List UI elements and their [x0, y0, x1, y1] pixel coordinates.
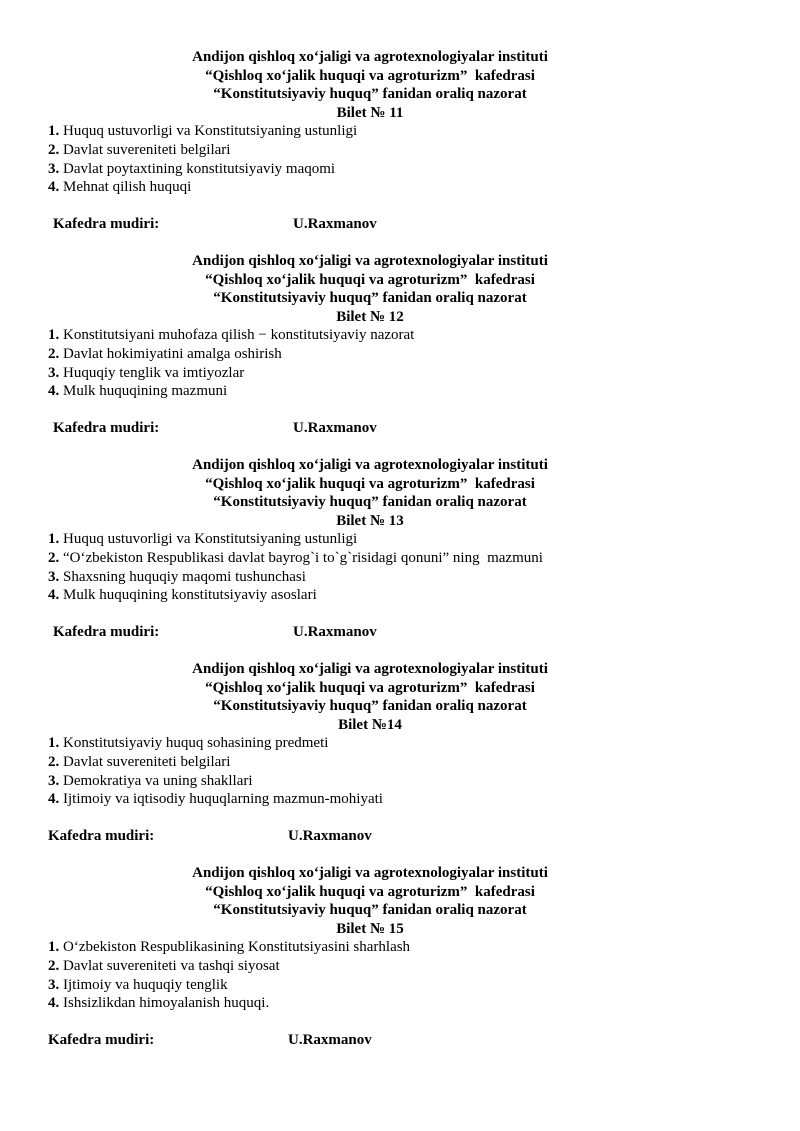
question-number: 1. — [48, 531, 60, 548]
question-text: Davlat hokimiyatini amalga oshirish — [59, 345, 282, 362]
question-number: 1. — [48, 939, 60, 956]
question-item — [48, 141, 752, 160]
question-number: 3. — [48, 976, 60, 993]
question-item — [48, 586, 752, 605]
question-item — [48, 753, 752, 772]
ticket-block — [48, 48, 752, 234]
question-text: Konstitutsiyaviy huquq sohasining predmeti — [59, 735, 329, 752]
ticket-number: Bilet № 15 — [336, 920, 404, 937]
signature-line — [53, 623, 752, 642]
question-number: 4. — [48, 587, 60, 604]
question-item — [48, 160, 752, 179]
exam-title: “Konstitutsiyaviy huquq” fanidan oraliq nazorat — [213, 86, 527, 103]
institute-title: Andijon qishloq xo‘jaligi va agrotexnologiyalar instituti — [192, 865, 548, 881]
question-text: Ijtimoiy va iqtisodiy huquqlarning mazmun-mohiyati — [59, 791, 383, 808]
department-title: “Qishloq xo‘jalik huquqi va agroturizm” kafedrasi — [205, 679, 535, 696]
institute-title: Andijon qishloq xo‘jaligi va agrotexnologiyalar instituti — [192, 49, 548, 65]
question-item — [48, 530, 752, 549]
question-text: Shaxsning huquqiy maqomi tushunchasi — [59, 568, 306, 585]
question-number: 2. — [48, 957, 60, 974]
question-text: “O‘zbekiston Respublikasi davlat bayrog`i to`g`risidagi qonuni” ning mazmuni — [59, 549, 543, 566]
question-number: 3. — [48, 772, 60, 789]
exam-title: “Konstitutsiyaviy huquq” fanidan oraliq nazorat — [213, 494, 527, 511]
department-title: “Qishloq xo‘jalik huquqi va agroturizm” kafedrasi — [205, 475, 535, 492]
question-number: 1. — [48, 123, 60, 140]
question-text: Ijtimoiy va huquqiy tenglik — [59, 976, 228, 993]
question-text: Ishsizlikdan himoyalanish huquqi. — [59, 995, 270, 1012]
question-number: 4. — [48, 791, 60, 808]
question-text: Mulk huquqining mazmuni — [59, 383, 228, 400]
signature-role: Kafedra mudiri: — [53, 215, 160, 232]
question-item — [48, 772, 752, 791]
department-title: “Qishloq xo‘jalik huquqi va agroturizm” kafedrasi — [205, 271, 535, 288]
question-text: Mehnat qilish huquqi — [59, 179, 192, 196]
ticket-block — [48, 864, 752, 1050]
signature-role: Kafedra mudiri: — [48, 1031, 155, 1048]
question-item — [48, 734, 752, 753]
ticket-number: Bilet № 11 — [336, 104, 404, 121]
question-item — [48, 326, 752, 345]
question-number: 2. — [48, 753, 60, 770]
exam-title: “Konstitutsiyaviy huquq” fanidan oraliq nazorat — [213, 698, 527, 715]
exam-title: “Konstitutsiyaviy huquq” fanidan oraliq nazorat — [213, 290, 527, 307]
question-number: 3. — [48, 160, 60, 177]
question-text: Huquq ustuvorligi va Konstitutsiyaning ustunligi — [59, 531, 358, 548]
question-number: 2. — [48, 345, 60, 362]
institute-title: Andijon qishloq xo‘jaligi va agrotexnologiyalar instituti — [192, 457, 548, 473]
institute-title: Andijon qishloq xo‘jaligi va agrotexnologiyalar instituti — [192, 661, 548, 677]
department-title: “Qishloq xo‘jalik huquqi va agroturizm” kafedrasi — [205, 883, 535, 900]
ticket-number: Bilet № 12 — [336, 308, 404, 325]
question-item — [48, 345, 752, 364]
question-number: 4. — [48, 383, 60, 400]
question-number: 3. — [48, 568, 60, 585]
question-number: 4. — [48, 179, 60, 196]
ticket-block — [48, 252, 752, 438]
question-item — [48, 568, 752, 587]
question-number: 4. — [48, 995, 60, 1012]
signature-line — [48, 1031, 752, 1050]
signature-name: U.Raxmanov — [288, 827, 372, 844]
signature-name: U.Raxmanov — [293, 419, 377, 436]
question-item — [48, 790, 752, 809]
institute-title: Andijon qishloq xo‘jaligi va agrotexnologiyalar instituti — [192, 253, 548, 269]
question-text: Davlat suvereniteti belgilari — [59, 141, 231, 158]
question-item — [48, 994, 752, 1013]
signature-role: Kafedra mudiri: — [53, 419, 160, 436]
question-text: Demokratiya va uning shakllari — [59, 772, 253, 789]
question-item — [48, 976, 752, 995]
exam-title: “Konstitutsiyaviy huquq” fanidan oraliq nazorat — [213, 902, 527, 919]
signature-line — [53, 419, 752, 438]
signature-role: Kafedra mudiri: — [53, 623, 160, 640]
signature-line — [48, 827, 752, 846]
question-text: Mulk huquqining konstitutsiyaviy asoslari — [59, 587, 317, 604]
question-item — [48, 364, 752, 383]
question-text: Huquqiy tenglik va imtiyozlar — [59, 364, 245, 381]
question-text: Davlat suvereniteti va tashqi siyosat — [59, 957, 280, 974]
question-text: Davlat poytaxtining konstitutsiyaviy maqomi — [59, 160, 336, 177]
ticket-block — [48, 456, 752, 642]
question-text: Konstitutsiyani muhofaza qilish − konstitutsiyaviy nazorat — [59, 327, 415, 344]
question-item — [48, 549, 752, 568]
ticket-number: Bilet № 13 — [336, 512, 404, 529]
question-text: O‘zbekiston Respublikasining Konstitutsiyasini sharhlash — [59, 939, 411, 956]
question-item — [48, 122, 752, 141]
department-title: “Qishloq xo‘jalik huquqi va agroturizm” kafedrasi — [205, 67, 535, 84]
question-item — [48, 178, 752, 197]
signature-name: U.Raxmanov — [288, 1031, 372, 1048]
question-number: 1. — [48, 327, 60, 344]
question-number: 3. — [48, 364, 60, 381]
question-item — [48, 957, 752, 976]
question-item — [48, 938, 752, 957]
question-text: Huquq ustuvorligi va Konstitutsiyaning ustunligi — [59, 123, 358, 140]
ticket-block — [48, 660, 752, 846]
ticket-number: Bilet №14 — [338, 716, 402, 733]
question-item — [48, 382, 752, 401]
signature-line — [53, 215, 752, 234]
question-text: Davlat suvereniteti belgilari — [59, 753, 231, 770]
signature-name: U.Raxmanov — [293, 623, 377, 640]
signature-role: Kafedra mudiri: — [48, 827, 155, 844]
question-number: 2. — [48, 549, 60, 566]
question-number: 2. — [48, 141, 60, 158]
signature-name: U.Raxmanov — [293, 215, 377, 232]
question-number: 1. — [48, 735, 60, 752]
